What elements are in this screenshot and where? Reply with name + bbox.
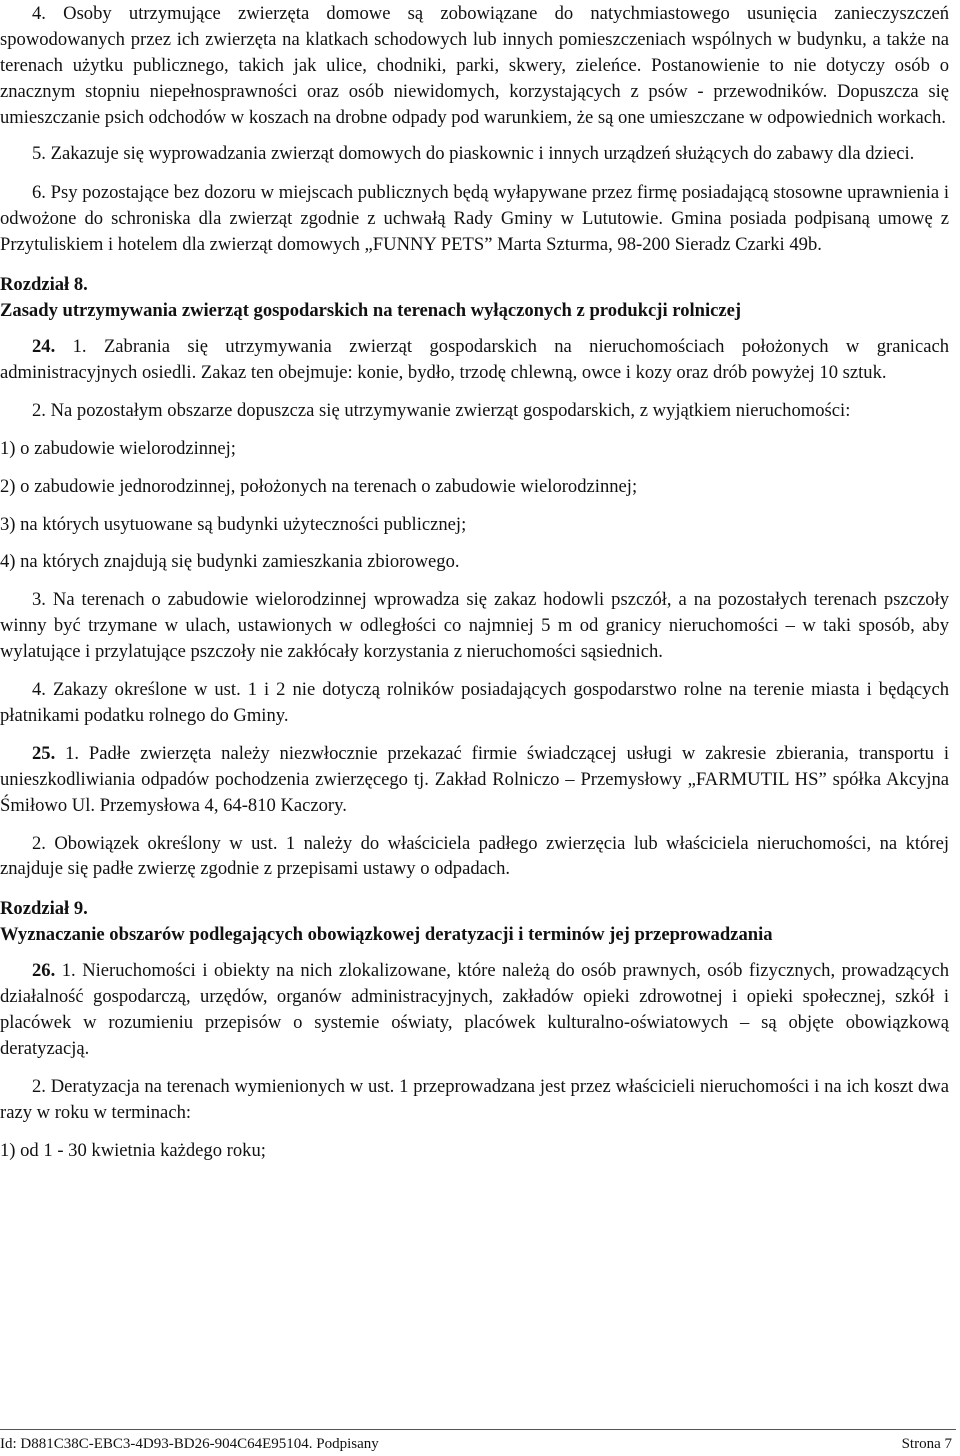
page-number: Strona 7 [901,1436,952,1452]
paragraph-24-3: 3. Na terenach o zabudowie wielorodzinnej wprowadza się zakaz hodowli pszczół, a na pozostałych terenach pszczoły winny być trzymane w ulach, ustawionych w odległości co najmniej 5 m od granicy nieruchomości – w taki sposób, aby wylatujące i przylatujące pszczoły nie zakłócały korzystania z nieruchomości sąsiednich. [0,589,949,663]
paragraph-26-2: 2. Deratyzacja na terenach wymienionych w ust. 1 przeprowadzana jest przez właścicieli nieruchomości i na ich koszt dwa razy w roku w terminach: [0,1075,949,1123]
paragraph-26-1 [0,958,949,1062]
paragraph-26-1-text: 1. Nieruchomości i obiekty na nich zlokalizowane, które należą do osób prawnych, osób fizycznych, prowadzących działalność gospodarczą, urzędów, organów administracyjnych, zakładów opieki zdrowotnej i opieki społecznej, szkół i placówek w rozumieniu przepisów o systemie oświaty, placówek kulturalno-oświatowych – są objęte obowiązkową deratyzacją. [0,960,949,1059]
page-footer [0,1429,956,1452]
chapter-8-title: Zasady utrzymywania zwierząt gospodarskich na terenach wyłączonych z produkcji rolniczej [0,300,742,322]
list-item: 4) na których znajdują się budynki zamieszkania zbiorowego. [0,551,460,573]
paragraph-25-number: 25. [32,742,56,764]
paragraph-7-6: 6. Psy pozostające bez dozoru w miejscach publicznych będą wyłapywane przez firmę posiadającą stosowne uprawnienia i odwożone do schroniska dla zwierząt zgodnie z uchwałą Rady Gminy w Lututowie. Gmina posiada podpisaną umowę z Przytuliskiem i hotelem dla zwierząt domowych „FUNNY PETS” Marta Szturma, 98-200 Sieradz Czarki 49b. [0,182,949,256]
paragraph-26-number: 26. [32,960,56,982]
paragraph-24-2: 2. Na pozostałym obszarze dopuszcza się utrzymywanie zwierząt gospodarskich, z wyjątkiem nieruchomości: [32,399,851,421]
chapter-9-label: Rozdział 9. [0,898,88,920]
paragraph-25-2: 2. Obowiązek określony w ust. 1 należy do właściciela padłego zwierzęcia lub właściciela nieruchomości, na której znajduje się padłe zwierzę zgodnie z przepisami ustawy o odpadach. [0,832,949,880]
paragraph-25-1-text: 1. Padłe zwierzęta należy niezwłocznie przekazać firmie świadczącej usługi w zakresie zbierania, transportu i unieszkodliwiania odpadów pochodzenia zwierzęcego tj. Zakład Rolniczo – Przemysłowy „FARMUTIL HS” spółka Akcyjna Śmiłowo Ul. Przemysłowa 4, 64-810 Kaczory. [0,742,949,816]
paragraph-24-1 [0,334,949,386]
document-id: Id: D881C38C-EBC3-4D93-BD26-904C64E95104. Podpisany [0,1436,379,1452]
list-item: 1) o zabudowie wielorodzinnej; [0,437,236,459]
paragraph-25-1 [0,741,949,819]
chapter-9-title: Wyznaczanie obszarów podlegających obowiązkowej deratyzacji i terminów jej przeprowadzania [0,924,773,946]
list-item: 1) od 1 - 30 kwietnia każdego roku; [0,1139,266,1161]
list-item: 2) o zabudowie jednorodzinnej, położonych na terenach o zabudowie wielorodzinnej; [0,475,638,497]
paragraph-7-5: 5. Zakazuje się wyprowadzania zwierząt domowych do piaskownic i innych urządzeń służących do zabawy dla dzieci. [32,142,915,164]
paragraph-24-number: 24. [32,335,56,357]
paragraph-24-4: 4. Zakazy określone w ust. 1 i 2 nie dotyczą rolników posiadających gospodarstwo rolne na terenie miasta i będących płatnikami podatku rolnego do Gminy. [0,679,949,726]
list-item: 3) na których usytuowane są budynki użyteczności publicznej; [0,513,467,535]
chapter-8-label: Rozdział 8. [0,274,88,296]
paragraph-7-4: 4. Osoby utrzymujące zwierzęta domowe są zobowiązane do natychmiastowego usunięcia zanieczyszczeń spowodowanych przez ich zwierzęta na klatkach schodowych lub innych pomieszczeniach wspólnych w budynku, a także na terenach użytku publicznego, takich jak ulice, chodniki, parki, skwery, zieleńce. Postanowienie to nie dotyczy osób o znacznym stopniu niepełnosprawności oraz osób niewidomych, korzystających z psów - przewodników. Dopuszcza się umieszczanie psich odchodów w koszach na drobne odpady pod warunkiem, że są one umieszczane w odpowiednich workach. [0,3,949,128]
paragraph-24-1-text: 1. Zabrania się utrzymywania zwierząt gospodarskich na nieruchomościach położonych w granicach administracyjnych osiedli. Zakaz ten obejmuje: konie, bydło, trzodę chlewną, owce i kozy oraz drób powyżej 10 sztuk. [0,335,949,383]
